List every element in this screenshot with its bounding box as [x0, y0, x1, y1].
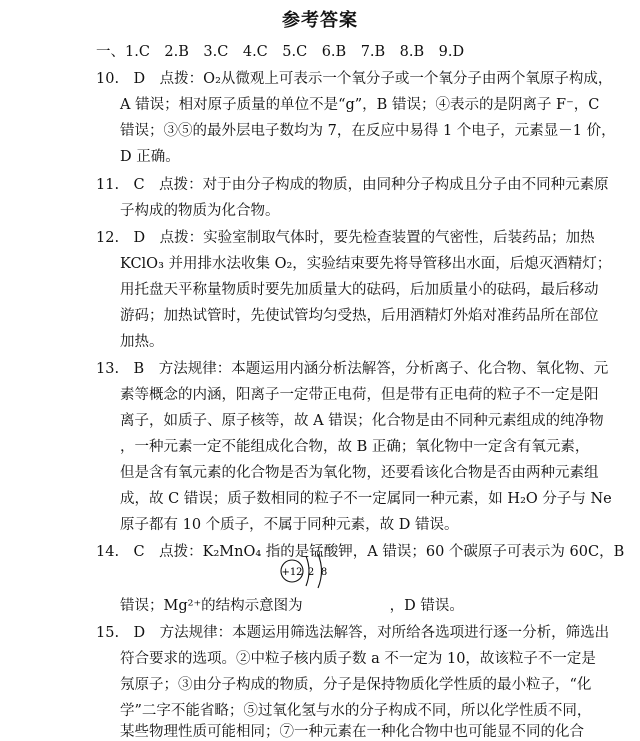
- answer-13-line-4: ，一种元素一定不能组成化合物，故 B 正确；氧化物中一定含有氧元素，: [120, 439, 590, 455]
- answer-12-line-2: KClO₃ 并用排水法收集 O₂，实验结束要先将导管移出水面，后熄灭酒精灯；: [120, 256, 612, 272]
- mg-ion-structure-diagram: [278, 548, 338, 594]
- answer-11-line-2: 子构成的物质为化合物。: [120, 203, 280, 219]
- answer-line-1: 一、1.C 2.B 3.C 4.C 5.C 6.B 7.B 8.B 9.D: [96, 44, 465, 60]
- answer-15-line-4: 学”二字不能省略；⑤过氧化氢与水的分子构成不同，所以化学性质不同，: [120, 703, 592, 719]
- answer-12-line-4: 游码；加热试管时，先使试管均匀受热，后用酒精灯外焰对准药品所在部位: [120, 308, 599, 324]
- answer-12-line-5: 加热。: [120, 334, 164, 350]
- answer-11-line-1: 11. C 点拨：对于由分子构成的物质，由同种分子构成且分子由不同种元素原: [96, 177, 609, 193]
- answer-13-line-2: 素等概念的内涵，阳离子一定带正电荷，但是带有正电荷的粒子不一定是阳: [120, 387, 599, 403]
- answer-12-line-3: 用托盘天平称量物质时要先加质量大的砝码，后加质量小的砝码，最后移动: [120, 282, 599, 298]
- answer-10-line-4: D 正确。: [120, 149, 180, 165]
- answer-15-line-1: 15. D 方法规律：本题运用筛选法解答，对所给各选项进行逐一分析，筛选出: [96, 625, 610, 641]
- answer-15-line-3: 氖原子；③由分子构成的物质，分子是保持物质化学性质的最小粒子，“化: [120, 677, 592, 693]
- shell-2-electrons: 8: [320, 567, 328, 578]
- answer-14-line-2: 错误；Mg²⁺的结构示意图为 ，D 错误。: [120, 598, 464, 614]
- answer-12-line-1: 12. D 点拨：实验室制取气体时，要先检查装置的气密性，后装药品；加热: [96, 230, 595, 246]
- answer-13-line-7: 原子都有 10 个质子，不属于同种元素，故 D 错误。: [120, 517, 459, 533]
- answer-10-line-2: A 错误；相对原子质量的单位不是“g”，B 错误；④表示的是阴离子 F⁻，C: [120, 97, 600, 113]
- answer-13-line-6: 成，故 C 错误；质子数相同的粒子不一定属同一种元素，如 H₂O 分子与 Ne: [120, 491, 612, 507]
- page-title: 参考答案: [282, 10, 358, 31]
- answer-10-line-3: 错误；③⑤的最外层电子数均为 7，在反应中易得 1 个电子，元素显－1 价，: [120, 123, 616, 139]
- answer-14-line-1: 14. C 点拨：K₂MnO₄ 指的是锰酸钾，A 错误；60 个碳原子可表示为 60C，B: [96, 544, 625, 560]
- answer-13-line-3: 离子，如质子、原子核等，故 A 错误；化合物是由不同种元素组成的纯净物: [120, 413, 604, 429]
- answer-13-line-5: 但是含有氧元素的化合物是否为氧化物，还要看该化合物是否由两种元素组: [120, 465, 599, 481]
- answer-13-line-1: 13. B 方法规律：本题运用内涵分析法解答，分析离子、化合物、氧化物、元: [96, 361, 609, 377]
- shell-1-electrons: 2: [307, 567, 315, 578]
- nucleus-charge: +12: [281, 567, 303, 578]
- answer-10-line-1: 10. D 点拨：O₂从微观上可表示一个氧分子或一个氧分子由两个氧原子构成，: [96, 71, 613, 87]
- answer-15-line-5: 某些物理性质可能相同；⑦一种元素在一种化合物中也可能显不同的化合: [120, 724, 584, 740]
- answer-15-line-2: 符合要求的选项。②中粒子核内质子数 a 不一定为 10，故该粒子不一定是: [120, 651, 596, 667]
